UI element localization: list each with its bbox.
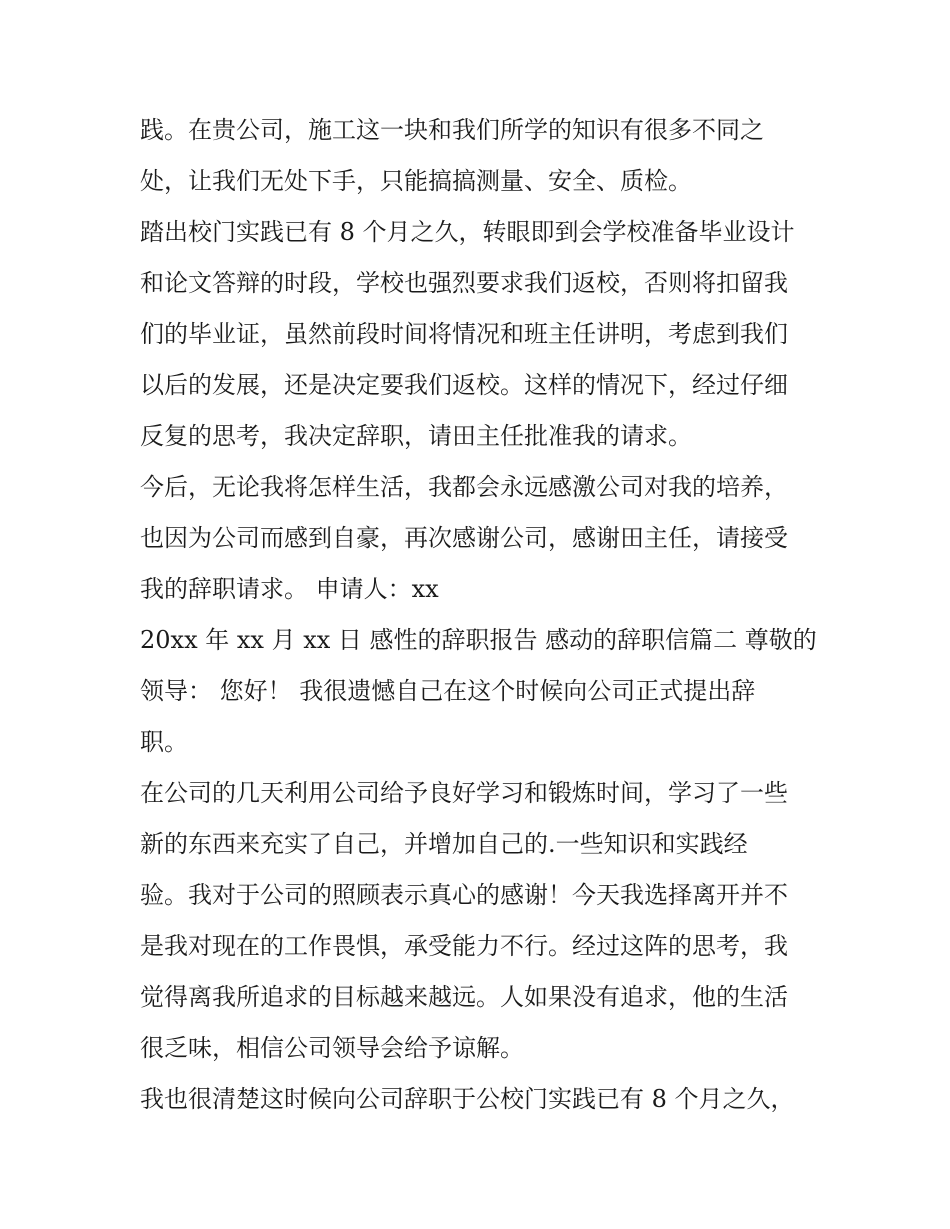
text-line: 在公司的几天利用公司给予良好学习和锻炼时间，学习了一些 (140, 779, 788, 807)
text-line: 领导： 您好！ 我很遗憾自己在这个时候向公司正式提出辞 (140, 677, 756, 705)
text-line: 今后，无论我将怎样生活，我都会永远感激公司对我的培养， (140, 473, 788, 501)
text-line: 以后的发展，还是决定要我们返校。这样的情况下，经过仔细 (140, 371, 788, 399)
text-line: 也因为公司而感到自豪，再次感谢公司，感谢田主任，请接受 (140, 524, 788, 552)
text-line: 和论文答辩的时段，学校也强烈要求我们返校，否则将扣留我 (140, 269, 788, 297)
text-line: 处，让我们无处下手，只能搞搞测量、安全、质检。 (140, 167, 692, 195)
text-line: 20xx 年 xx 月 xx 日 感性的辞职报告 感动的辞职信篇二 尊敬的 (140, 626, 817, 654)
text-line: 踏出校门实践已有 8 个月之久，转眼即到会学校准备毕业设计 (140, 218, 795, 246)
document-body (140, 105, 820, 1125)
text-line: 践。在贵公司，施工这一块和我们所学的知识有很多不同之 (140, 116, 764, 144)
text-line: 们的毕业证，虽然前段时间将情况和班主任讲明，考虑到我们 (140, 320, 788, 348)
text-line: 觉得离我所追求的目标越来越远。人如果没有追求，他的生活 (140, 983, 788, 1011)
text-line: 我也很清楚这时候向公司辞职于公校门实践已有 8 个月之久， (140, 1085, 795, 1113)
text-line: 新的东西来充实了自己，并增加自己的.一些知识和实践经 (140, 830, 748, 858)
text-line: 反复的思考，我决定辞职，请田主任批准我的请求。 (140, 422, 692, 450)
text-line: 是我对现在的工作畏惧，承受能力不行。经过这阵的思考，我 (140, 932, 788, 960)
text-line: 我的辞职请求。 申请人：xx (140, 575, 439, 603)
text-line: 职。 (140, 728, 188, 756)
text-line: 验。我对于公司的照顾表示真心的感谢！今天我选择离开并不 (140, 881, 788, 909)
text-line: 很乏味，相信公司领导会给予谅解。 (140, 1034, 524, 1062)
